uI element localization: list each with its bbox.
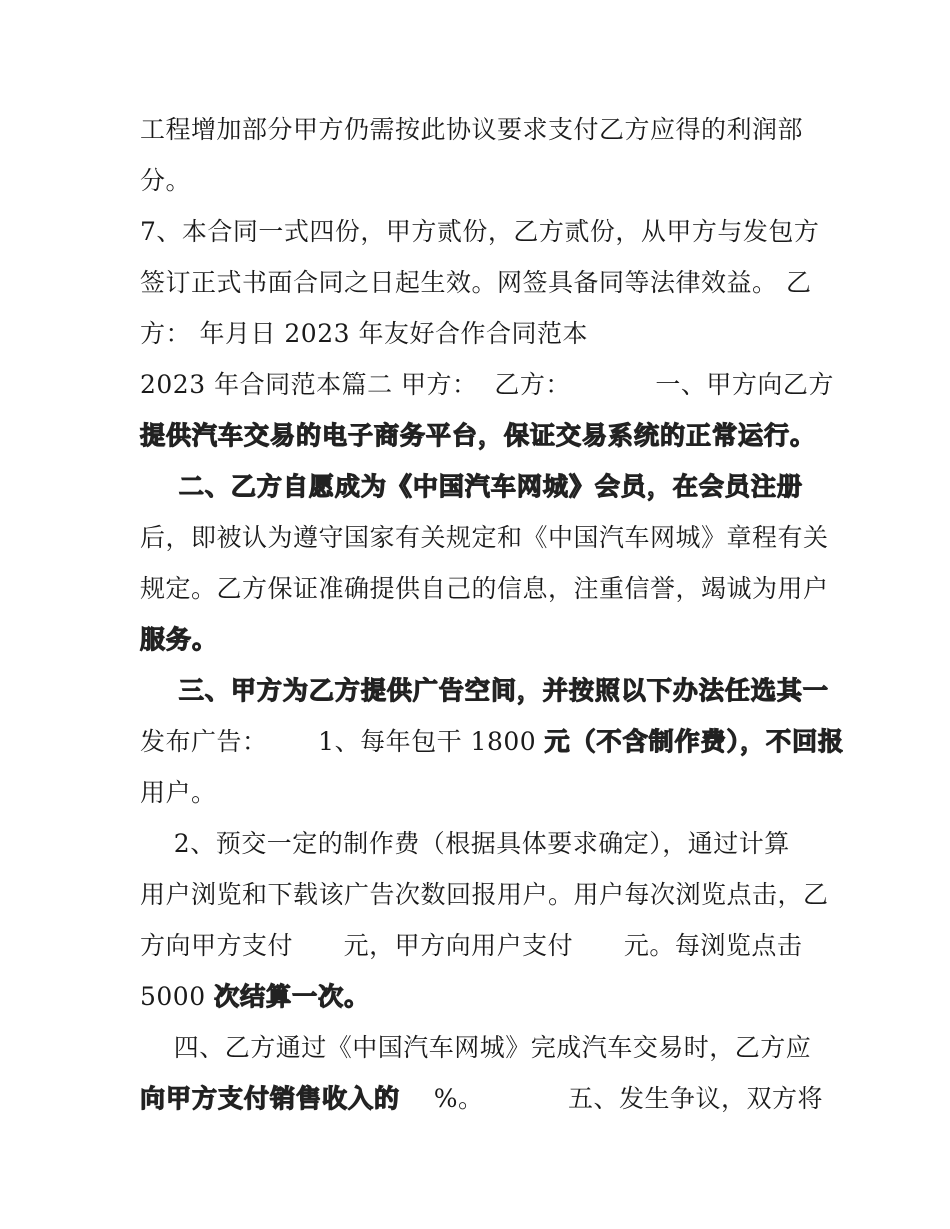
text-segment-outlined: 向甲方支付销售收入的 [140, 1084, 401, 1113]
text-segment-outlined: 元（不含制作费），不回报 [544, 727, 845, 756]
text-segment: 用户。 [140, 778, 217, 807]
text-line-10 [140, 573, 829, 605]
text-line-12 [140, 675, 829, 707]
text-line-8 [140, 471, 803, 503]
text-segment-outlined: 三、甲方为乙方提供广告空间，并按照以下办法任选其一 [140, 676, 829, 705]
text-segment: 规定。乙方保证准确提供自己的信息，注重信誉，竭诚为用户 [140, 574, 829, 603]
text-segment: 方向甲方支付 元，甲方向用户支付 元。每浏览点击 [140, 931, 803, 960]
text-segment: %。 五、发生争议，双方将 [400, 1084, 824, 1113]
text-segment-outlined: 提供汽车交易的电子商务平台，保证交易系统的正常运行。 [140, 421, 817, 450]
text-segment: 签订正式书面合同之日起生效。网签具备同等法律效益。 乙 [140, 268, 812, 297]
text-line-15 [140, 828, 790, 860]
text-segment-outlined: 次结算一次。 [214, 982, 371, 1011]
text-segment: 四、乙方通过《中国汽车网城》完成汽车交易时，乙方应 [140, 1033, 812, 1062]
text-segment: 7、本合同一式四份，甲方贰份，乙方贰份，从甲方与发包方 [140, 217, 820, 246]
text-segment: 发布广告： 1、每年包干 1800 [140, 727, 545, 756]
text-line-16 [140, 879, 829, 911]
text-line-19 [140, 1032, 811, 1064]
text-segment: 2023 年合同范本篇二 甲方： 乙方： 一、甲方向乙方 [140, 370, 834, 399]
text-line-9 [140, 522, 829, 554]
text-line-11 [140, 624, 218, 656]
text-line-3 [140, 216, 819, 248]
text-line-6 [140, 369, 834, 401]
text-segment-outlined: 二、乙方自愿成为《中国汽车网城》会员，在会员注册 [140, 472, 803, 501]
text-line-14 [140, 777, 217, 809]
text-line-4 [140, 267, 811, 299]
text-segment-outlined: 服务。 [140, 625, 219, 654]
text-line-20 [140, 1083, 823, 1115]
text-segment: 分。 [140, 166, 192, 195]
text-line-13 [140, 726, 844, 758]
text-line-1 [140, 114, 803, 146]
text-line-5 [140, 318, 588, 350]
text-line-18 [140, 981, 370, 1013]
text-segment: 5000 [140, 982, 215, 1011]
text-segment: 工程增加部分甲方仍需按此协议要求支付乙方应得的利润部 [140, 115, 804, 144]
text-line-17 [140, 930, 802, 962]
text-line-7 [140, 420, 816, 452]
text-segment: 方： 年月日 2023 年友好合作合同范本 [140, 319, 588, 348]
text-segment: 用户浏览和下载该广告次数回报用户。用户每次浏览点击，乙 [140, 880, 829, 909]
text-segment: 2、预交一定的制作费（根据具体要求确定），通过计算 [140, 829, 790, 858]
text-line-2 [140, 165, 191, 197]
text-segment: 后，即被认为遵守国家有关规定和《中国汽车网城》章程有关 [140, 523, 829, 552]
